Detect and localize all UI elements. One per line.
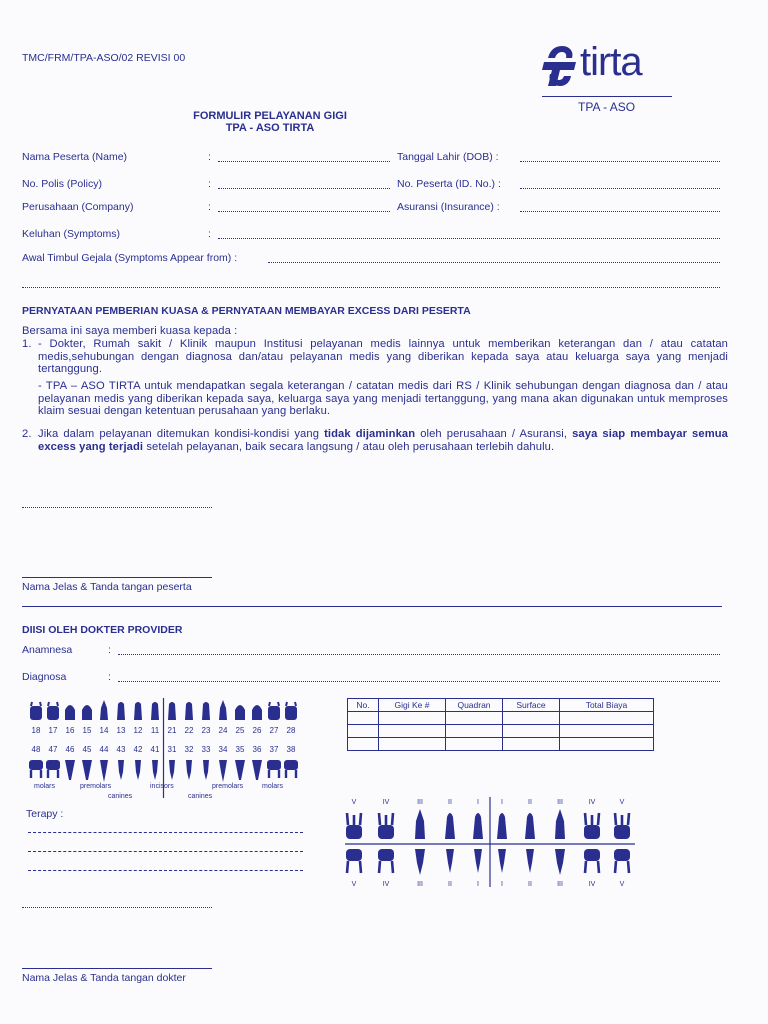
primary-upper-tooth[interactable] [525, 813, 535, 839]
upper-tooth-number: 25 [235, 726, 245, 735]
header-no: No. [348, 699, 379, 712]
lower-tooth-38[interactable] [284, 760, 298, 778]
item2-number: 2. [22, 428, 32, 440]
upper-tooth-number: 27 [269, 726, 279, 735]
upper-tooth-12[interactable] [134, 702, 142, 720]
doctor-date-line[interactable] [22, 907, 212, 908]
primary-lower-tooth[interactable] [555, 849, 565, 875]
form-title [180, 110, 360, 134]
primary-lower-label: III [417, 881, 423, 888]
lower-tooth-number: 31 [167, 745, 177, 754]
primary-lower-tooth[interactable] [346, 849, 362, 873]
lower-tooth-35[interactable] [235, 760, 245, 780]
upper-tooth-number: 24 [218, 726, 228, 735]
upper-tooth-13[interactable] [117, 702, 125, 720]
table-header-row [348, 699, 654, 712]
primary-upper-tooth[interactable] [555, 809, 565, 839]
id-label: No. Peserta (ID. No.) : [397, 178, 501, 190]
lower-tooth-48[interactable] [29, 760, 43, 778]
therapy-label: Terapy : [26, 808, 64, 820]
upper-tooth-16[interactable] [65, 705, 75, 720]
upper-tooth-number: 13 [116, 726, 126, 735]
patient-signature-line[interactable] [22, 577, 212, 578]
patient-signature-label: Nama Jelas & Tanda tangan peserta [22, 581, 192, 593]
tirta-cross-icon [540, 44, 578, 88]
upper-tooth-26[interactable] [252, 705, 262, 720]
upper-tooth-number: 17 [48, 726, 58, 735]
header-tooth: Gigi Ke # [379, 699, 446, 712]
upper-tooth-11[interactable] [151, 702, 159, 720]
lower-tooth-number: 37 [269, 745, 279, 754]
logo-brand: tirta [580, 40, 642, 84]
diagnosa-label: Diagnosa [22, 671, 67, 683]
table-row[interactable] [348, 725, 654, 738]
policy-field[interactable] [218, 188, 390, 189]
primary-upper-label: II [448, 799, 452, 806]
logo-sub: TPA - ASO [578, 100, 636, 114]
lower-tooth-47[interactable] [46, 760, 60, 778]
primary-lower-tooth[interactable] [498, 849, 506, 873]
primary-upper-label: III [417, 799, 423, 806]
form-code: TMC/FRM/TPA-ASO/02 REVISI 00 [22, 52, 186, 64]
lower-tooth-number: 32 [184, 745, 194, 754]
logo-divider [542, 96, 672, 97]
lower-tooth-45[interactable] [82, 760, 92, 780]
table-row[interactable] [348, 712, 654, 725]
label-molars-right: molars [262, 783, 284, 790]
therapy-line-2[interactable] [28, 851, 303, 852]
table-row[interactable] [348, 738, 654, 751]
item2-bold-pay-excess: saya siap membayar semua excess yang terjadi [38, 428, 729, 453]
dob-label: Tanggal Lahir (DOB) : [397, 151, 499, 163]
treatment-cost-table [347, 698, 654, 751]
item2-text-mid: oleh perusahaan / Asuransi, [415, 428, 573, 440]
policy-colon: : [208, 178, 211, 190]
primary-lower-label: V [351, 881, 357, 888]
primary-lower-label: II [528, 881, 532, 888]
primary-lower-tooth[interactable] [526, 849, 534, 873]
title-line1: FORMULIR PELAYANAN GIGI [193, 110, 347, 122]
policy-label: No. Polis (Policy) [22, 178, 102, 190]
primary-upper-tooth[interactable] [584, 813, 600, 839]
primary-upper-tooth[interactable] [614, 813, 630, 839]
upper-tooth-21[interactable] [168, 702, 176, 720]
primary-upper-label: IV [382, 799, 390, 806]
company-field[interactable] [218, 211, 390, 212]
upper-tooth-17[interactable] [47, 702, 59, 720]
upper-tooth-number: 11 [150, 726, 160, 735]
id-field[interactable] [520, 188, 720, 189]
lower-tooth-36[interactable] [252, 760, 262, 780]
primary-upper-label: II [528, 799, 532, 806]
header-total-cost: Total Biaya [560, 699, 654, 712]
lower-tooth-number: 35 [235, 745, 245, 754]
lower-tooth-number: 45 [82, 745, 92, 754]
insurance-label: Asuransi (Insurance) : [397, 201, 500, 213]
primary-upper-tooth[interactable] [378, 813, 394, 839]
lower-tooth-number: 36 [252, 745, 262, 754]
statement-heading: PERNYATAAN PEMBERIAN KUASA & PERNYATAAN MEMBAYAR EXCESS DARI PESERTA [22, 305, 471, 317]
lower-tooth-number: 43 [116, 745, 126, 754]
extra-line[interactable] [22, 287, 720, 288]
upper-tooth-28[interactable] [285, 702, 297, 720]
section-divider [22, 606, 722, 607]
lower-tooth-number: 47 [48, 745, 58, 754]
upper-tooth-number: 28 [286, 726, 296, 735]
lower-tooth-number: 44 [99, 745, 109, 754]
primary-upper-label: IV [588, 799, 596, 806]
label-canines-right: canines [188, 793, 213, 800]
statement-item1b: - TPA – ASO TIRTA untuk mendapatkan segala keterangan / catatan medis dari RS / Klinik sehubungan dengan diagnosa dan / atau pelayanan medis yang diberikan kepada saya, keluarga saya yang menjadi tertanggung, yang mana akan digunakan untuk memproses klaim sesuai dengan ketentuan perusahaan yang berlaku. [38, 380, 728, 418]
name-field[interactable] [218, 161, 390, 162]
upper-tooth-number: 15 [82, 726, 92, 735]
primary-lower-tooth[interactable] [378, 849, 394, 873]
lower-tooth-number: 46 [65, 745, 75, 754]
primary-lower-label: III [557, 881, 563, 888]
upper-tooth-number: 14 [99, 726, 109, 735]
lower-tooth-number: 38 [286, 745, 296, 754]
company-colon: : [208, 201, 211, 213]
upper-tooth-27[interactable] [268, 702, 280, 720]
tooth-type-labels [28, 781, 300, 805]
primary-lower-label: IV [382, 881, 390, 888]
primary-upper-tooth[interactable] [497, 813, 507, 839]
upper-tooth-number: 23 [201, 726, 211, 735]
statement-intro: Bersama ini saya memberi kuasa kepada : [22, 325, 238, 337]
primary-lower-tooth[interactable] [474, 849, 482, 873]
anamnesa-label: Anamnesa [22, 644, 73, 656]
upper-tooth-15[interactable] [82, 705, 92, 720]
upper-tooth-number: 18 [31, 726, 41, 735]
upper-tooth-number: 16 [65, 726, 75, 735]
anamnesa-colon: : [108, 644, 111, 656]
item1-number: 1. [22, 338, 32, 350]
symptoms-colon: : [208, 228, 211, 240]
primary-lower-label: V [619, 881, 625, 888]
lower-tooth-44[interactable] [100, 760, 108, 782]
therapy-line-1[interactable] [28, 832, 303, 833]
label-premolars-right: premolars [212, 783, 244, 790]
primary-lower-label: IV [588, 881, 596, 888]
upper-tooth-25[interactable] [235, 705, 245, 720]
primary-upper-label: III [557, 799, 563, 806]
doctor-signature-label: Nama Jelas & Tanda tangan dokter [22, 972, 186, 984]
title-line2: TPA - ASO TIRTA [225, 122, 315, 134]
label-canines-left: canines [108, 793, 133, 800]
lower-tooth-33[interactable] [203, 760, 209, 780]
primary-teeth-svg [340, 795, 640, 890]
label-premolars-left: premolars [80, 783, 112, 790]
lower-tooth-46[interactable] [65, 760, 75, 780]
upper-tooth-18[interactable] [30, 702, 42, 720]
upper-tooth-22[interactable] [185, 702, 193, 720]
primary-upper-tooth[interactable] [473, 813, 483, 839]
name-label: Nama Peserta (Name) [22, 151, 128, 163]
doctor-heading: DIISI OLEH DOKTER PROVIDER [22, 624, 183, 636]
lower-tooth-41[interactable] [152, 760, 158, 780]
symptoms-from-field[interactable] [268, 262, 720, 263]
statement-item2 [38, 428, 728, 453]
upper-tooth-number: 26 [252, 726, 262, 735]
lower-tooth-43[interactable] [118, 760, 124, 780]
symptoms-field[interactable] [218, 238, 720, 239]
lower-tooth-number: 41 [150, 745, 160, 754]
primary-upper-label: V [351, 799, 357, 806]
lower-tooth-number: 42 [133, 745, 143, 754]
dob-field[interactable] [520, 161, 720, 162]
primary-lower-label: I [477, 881, 479, 888]
primary-upper-tooth[interactable] [445, 813, 455, 839]
symptoms-label: Keluhan (Symptoms) [22, 228, 121, 240]
header-quadrant: Quadran [446, 699, 503, 712]
upper-tooth-14[interactable] [100, 700, 108, 720]
primary-upper-label: V [619, 799, 625, 806]
lower-tooth-32[interactable] [186, 760, 192, 780]
primary-lower-tooth[interactable] [446, 849, 454, 873]
symptoms-from-label: Awal Timbul Gejala (Symptoms Appear from) : [22, 252, 238, 264]
upper-tooth-number: 21 [167, 726, 177, 735]
lower-tooth-42[interactable] [135, 760, 141, 780]
primary-upper-tooth[interactable] [415, 809, 425, 839]
lower-tooth-number: 33 [201, 745, 211, 754]
item2-bold-not-covered: tidak dijaminkan [324, 428, 416, 440]
header-surface: Surface [503, 699, 560, 712]
anamnesa-field[interactable] [118, 654, 720, 655]
diagnosa-colon: : [108, 671, 111, 683]
therapy-line-3[interactable] [28, 870, 303, 871]
statement-item1a: - Dokter, Rumah sakit / Klinik maupun Institusi pelayanan medis lainnya untuk memberikan keterangan dan / atau catatan medis,sehubungan dengan diagnosa dan/atau pelayanan medis yang diberikan kepada saya atau keluarga saya yang menjadi tertanggung. [38, 338, 728, 376]
primary-upper-label: I [477, 799, 479, 806]
company-label: Perusahaan (Company) [22, 201, 134, 213]
lower-tooth-number: 34 [218, 745, 228, 754]
diagnosa-field[interactable] [118, 681, 720, 682]
primary-lower-label: II [448, 881, 452, 888]
primary-lower-tooth[interactable] [614, 849, 630, 873]
primary-upper-tooth[interactable] [346, 813, 362, 839]
upper-tooth-number: 22 [184, 726, 194, 735]
lower-tooth-31[interactable] [169, 760, 175, 780]
lower-tooth-34[interactable] [219, 760, 227, 782]
lower-tooth-number: 48 [31, 745, 41, 754]
upper-tooth-23[interactable] [202, 702, 210, 720]
label-incisors: incisors [150, 783, 174, 790]
name-colon: : [208, 151, 211, 163]
upper-tooth-number: 12 [133, 726, 143, 735]
insurance-field[interactable] [520, 211, 720, 212]
primary-lower-tooth[interactable] [415, 849, 425, 875]
primary-lower-label: I [501, 881, 503, 888]
lower-tooth-37[interactable] [267, 760, 281, 778]
item2-text-pre: Jika dalam pelayanan ditemukan kondisi-kondisi yang [38, 428, 325, 440]
doctor-signature-line[interactable] [22, 968, 212, 969]
item2-text-post: setelah pelayanan, baik secara langsung / atau oleh perusahaan terlebih dahulu. [143, 440, 555, 453]
primary-tooth-chart[interactable] [340, 795, 640, 890]
label-molars-left: molars [34, 783, 56, 790]
upper-tooth-24[interactable] [219, 700, 227, 720]
primary-upper-label: I [501, 799, 503, 806]
primary-lower-tooth[interactable] [584, 849, 600, 873]
patient-date-line[interactable] [22, 507, 212, 508]
